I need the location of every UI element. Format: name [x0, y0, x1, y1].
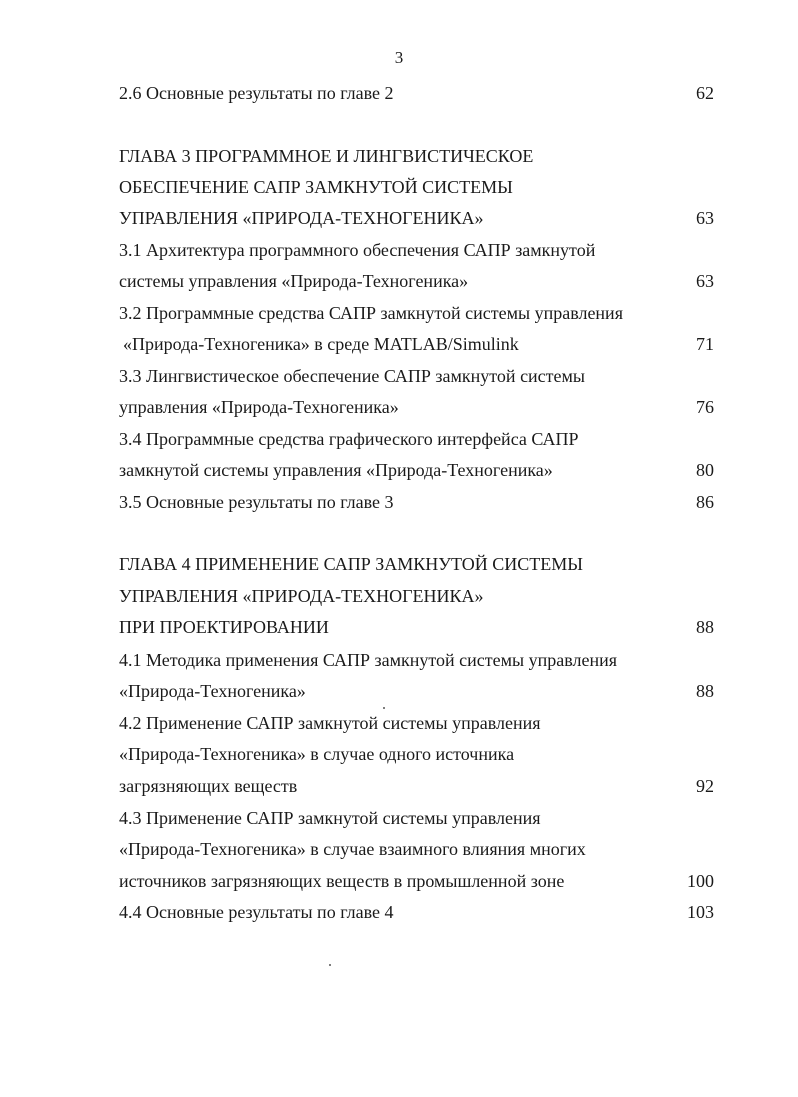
toc-entry-title: 2.6 Основные результаты по главе 2: [119, 83, 394, 103]
toc-entry-title: «Природа-Техногеника» в случае одного источника: [119, 744, 515, 764]
toc-entry-title: замкнутой системы управления «Природа-Техногеника»: [119, 460, 553, 480]
toc-entry-3-2-line-2: [123, 329, 714, 359]
toc-entry-4-2-line-3: [119, 771, 714, 801]
toc-page-number: 71: [696, 334, 714, 354]
toc-entry-title: 4.3 Применение САПР замкнутой системы управления: [119, 808, 541, 828]
toc-chapter-3-line-2: [119, 172, 714, 202]
toc-page-number: 63: [696, 271, 714, 291]
toc-entry-4-1-line-1: [119, 645, 714, 675]
toc-chapter-4-line-2: [119, 581, 714, 611]
toc-entry-title: 4.4 Основные результаты по главе 4: [119, 902, 394, 922]
toc-page-number: 88: [696, 681, 714, 701]
toc-page-number: 76: [696, 397, 714, 417]
toc-chapter-title: ГЛАВА 4 ПРИМЕНЕНИЕ САПР ЗАМКНУТОЙ СИСТЕМЫ: [119, 554, 583, 574]
toc-entry-4-3-line-1: [119, 803, 714, 833]
toc-entry-title: «Природа-Техногеника» в среде MATLAB/Simulink: [123, 334, 519, 354]
toc-page-number: 62: [696, 83, 714, 103]
toc-chapter-title: ГЛАВА 3 ПРОГРАММНОЕ И ЛИНГВИСТИЧЕСКОЕ: [119, 146, 534, 166]
toc-entry-title: системы управления «Природа-Техногеника»: [119, 271, 469, 291]
toc-entry-3-5: [119, 487, 714, 517]
scan-speck: [383, 707, 385, 709]
toc-chapter-3-line-1: [119, 141, 714, 171]
toc-entry-4-2-line-1: [119, 708, 714, 738]
toc-page-number: 86: [696, 492, 714, 512]
scan-speck: [329, 964, 331, 966]
toc-chapter-3-line-3: [119, 203, 714, 233]
toc-entry-title: 3.5 Основные результаты по главе 3: [119, 492, 394, 512]
toc-entry-4-1-line-2: [119, 676, 714, 706]
toc-page-number: 80: [696, 460, 714, 480]
toc-entry-title: 3.4 Программные средства графического интерфейса САПР: [119, 429, 579, 449]
toc-entry-title: 4.2 Применение САПР замкнутой системы управления: [119, 713, 541, 733]
toc-entry-title: 3.1 Архитектура программного обеспечения САПР замкнутой: [119, 240, 596, 260]
toc-entry-title: источников загрязняющих веществ в промышленной зоне: [119, 871, 565, 891]
toc-chapter-title: ПРИ ПРОЕКТИРОВАНИИ: [119, 617, 329, 637]
toc-page-number: 63: [696, 208, 714, 228]
toc-entry-title: «Природа-Техногеника» в случае взаимного влияния многих: [119, 839, 586, 859]
toc-chapter-4-line-3: [119, 612, 714, 642]
toc-chapter-title: УПРАВЛЕНИЯ «ПРИРОДА-ТЕХНОГЕНИКА»: [119, 586, 484, 606]
toc-entry-3-1-line-1: [119, 235, 714, 265]
toc-entry-title: управления «Природа-Техногеника»: [119, 397, 399, 417]
toc-entry-title: 3.2 Программные средства САПР замкнутой системы управления: [119, 303, 623, 323]
toc-entry-title: «Природа-Техногеника»: [119, 681, 306, 701]
page-number: 3: [394, 48, 404, 67]
toc-entry-3-1-line-2: [119, 266, 714, 296]
toc-chapter-title: ОБЕСПЕЧЕНИЕ САПР ЗАМКНУТОЙ СИСТЕМЫ: [119, 177, 513, 197]
toc-chapter-4-line-1: [119, 549, 714, 579]
toc-page-number: 103: [687, 902, 714, 922]
toc-chapter-title: УПРАВЛЕНИЯ «ПРИРОДА-ТЕХНОГЕНИКА»: [119, 208, 484, 228]
toc-entry-3-2-line-1: [119, 298, 714, 328]
toc-entry-3-3-line-1: [119, 361, 714, 391]
toc-entry-3-4-line-1: [119, 424, 714, 454]
toc-entry-3-4-line-2: [119, 455, 714, 485]
toc-entry-title: 4.1 Методика применения САПР замкнутой системы управления: [119, 650, 618, 670]
toc-entry-4-4: [119, 897, 714, 927]
toc-page-number: 92: [696, 776, 714, 796]
toc-entry-4-2-line-2: [119, 739, 714, 769]
toc-page-number: 100: [687, 871, 714, 891]
toc-page-number: 88: [696, 617, 714, 637]
toc-entry-2-6: [119, 78, 714, 108]
toc-entry-title: загрязняющих веществ: [119, 776, 298, 796]
toc-entry-title: 3.3 Лингвистическое обеспечение САПР замкнутой системы: [119, 366, 586, 386]
toc-entry-4-3-line-2: [119, 834, 714, 864]
toc-entry-4-3-line-3: [119, 866, 714, 896]
toc-entry-3-3-line-2: [119, 392, 714, 422]
